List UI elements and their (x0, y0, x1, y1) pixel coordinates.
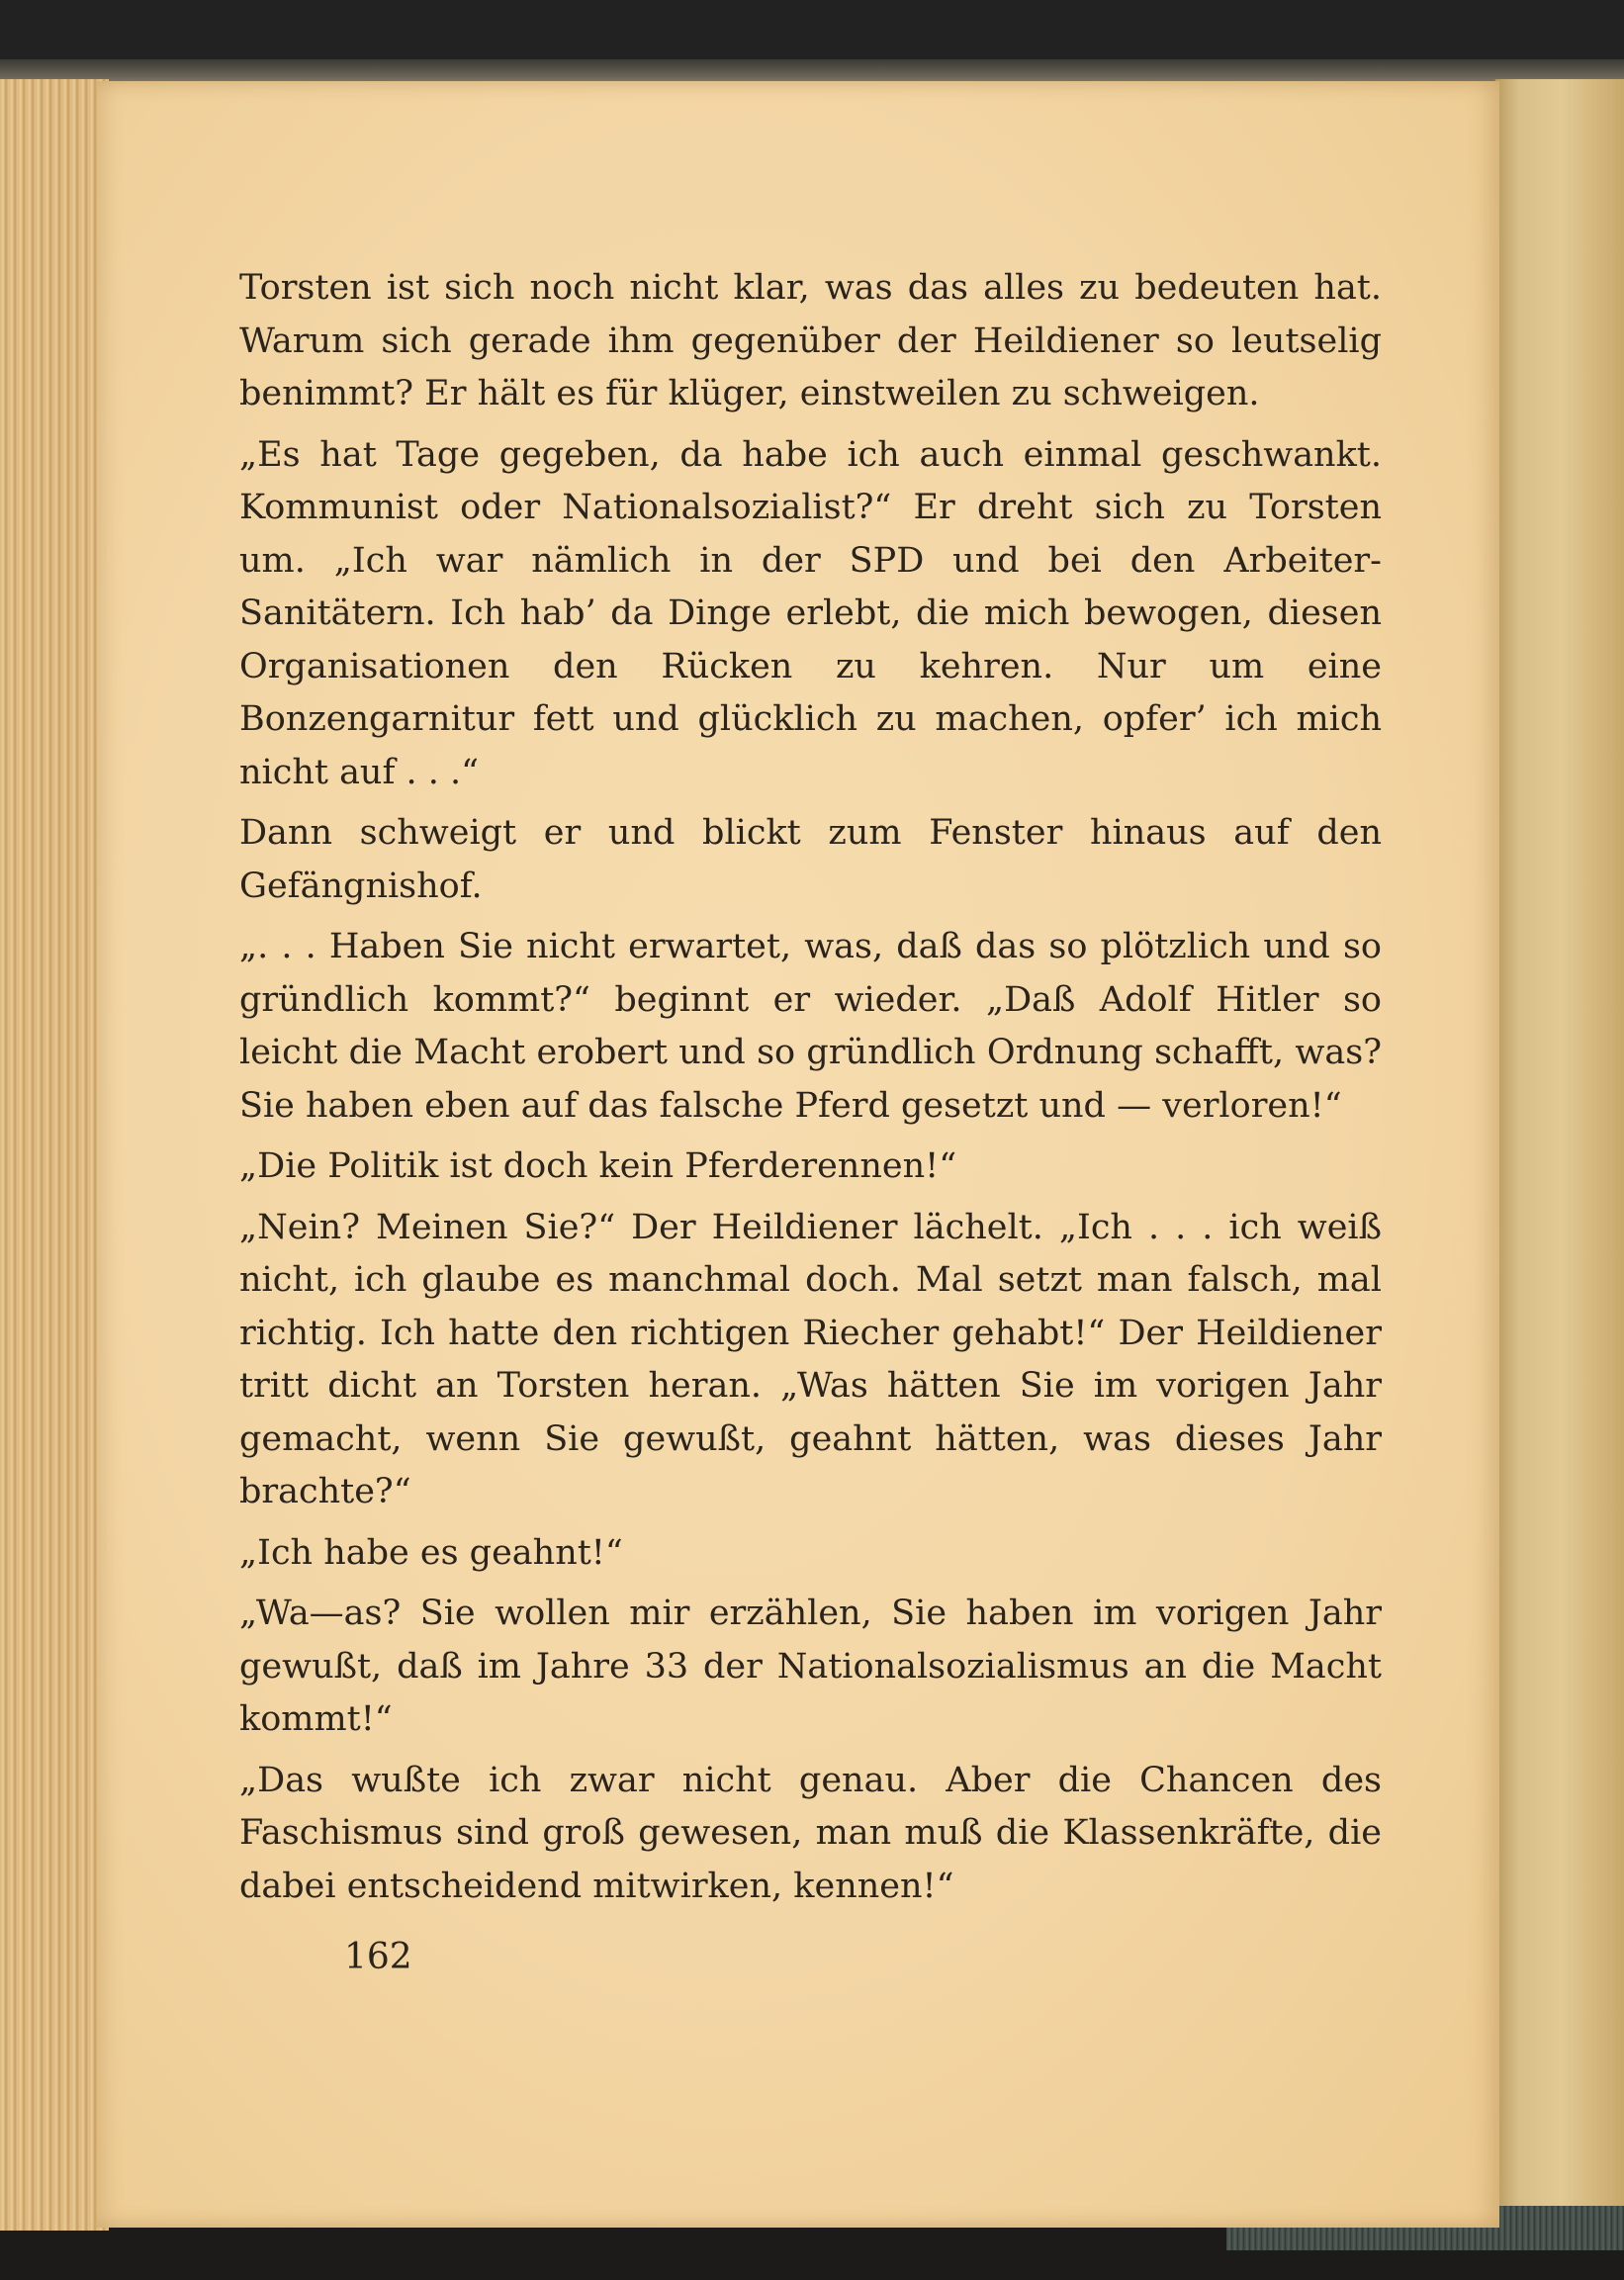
paragraph: „. . . Haben Sie nicht erwartet, was, daß das so plötzlich und so gründlich kommt?“ beginnt er wieder. „Daß Adolf Hitler so leicht die Macht erobert und so gründlich Ordnung schafft, was? Sie haben eben auf das falsche Pferd gesetzt und — verloren!“ (239, 927, 1382, 1126)
paragraph: Torsten ist sich noch nicht klar, was das alles zu bedeuten hat. Warum sich gerade ihm gegenüber der Heildiener so leutselig benimmt? Er hält es für klüger, einstweilen zu schweigen. (239, 268, 1382, 413)
paragraph: „Nein? Meinen Sie?“ Der Heildiener lächelt. „Ich . . . ich weiß nicht, ich glaube es manchmal doch. Mal setzt man falsch, mal richtig. Ich hatte den richtigen Riecher gehabt!“ Der Heildiener tritt dicht an Torsten heran. „Was hätten Sie im vorigen Jahr gemacht, wenn Sie gewußt, geahnt hätten, was dieses Jahr brachte?“ (239, 1207, 1382, 1511)
paragraph: Dann schweigt er und blickt zum Fenster hinaus auf den Gefängnishof. (239, 813, 1382, 906)
paragraph: „Wa—as? Sie wollen mir erzählen, Sie haben im vorigen Jahr gewußt, daß im Jahre 33 der Nationalsozialismus an die Macht kommt!“ (239, 1594, 1382, 1739)
paragraph: „Das wußte ich zwar nicht genau. Aber die Chancen des Faschismus sind groß gewesen, man muß die Klassenkräfte, die dabei entscheidend mitwirken, kennen!“ (239, 1760, 1382, 1906)
book-cover-edge (1493, 79, 1624, 2216)
paragraph: „Die Politik ist doch kein Pferderennen!“ (239, 1146, 957, 1186)
paragraph: „Es hat Tage gegeben, da habe ich auch einmal geschwankt. Kommunist oder Nationalsozialist?“ Er dreht sich zu Torsten um. „Ich war nämlich in der SPD und bei den Arbeiter-Sanitätern. Ich hab’ da Dinge erlebt, die mich bewogen, diesen Organisationen den Rücken zu kehren. Nur um eine Bonzengarnitur fett und glücklich zu machen, opfer’ ich mich nicht auf . . .“ (239, 434, 1382, 792)
page-number: 162 (344, 1937, 412, 1977)
page-stack-edge (0, 79, 109, 2231)
page-text (239, 262, 1382, 1921)
paragraph: „Ich habe es geahnt!“ (239, 1532, 623, 1573)
